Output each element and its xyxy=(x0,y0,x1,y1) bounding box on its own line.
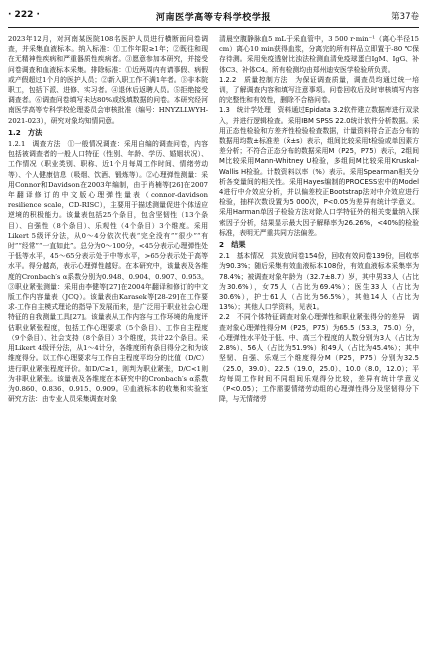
header-rule xyxy=(8,27,419,28)
journal-title: 河南医学高等专科学校学报 xyxy=(155,13,272,23)
right-column xyxy=(219,34,419,404)
left-column xyxy=(8,34,208,404)
page-header xyxy=(8,10,419,26)
page-number: · 222 · xyxy=(8,10,40,20)
section-heading: 2 结果 xyxy=(219,240,246,250)
subsection-paragraph: 2.1 基本情况 共发放问卷154份，回收有效问卷139份，回收率为90.3%；随后采集有效血液标本108份，有效血液标本采集率为78.4%；被调查对象年龄为（32.7±8.7）岁，其中男33人（占比为30.6%），女75人（占比为69.4%）；医生33人（占比为30.6%），护士61人（占比为56.5%），其他14人（占比为13%）；其他人口学资料，见表1。 xyxy=(219,252,419,312)
subsection-paragraph: 1.2.2 质量控制方法 为保证调查质量，调查员均通过统一培训，了解调查内容和填写注意事项。问卷回收后及时审核填写内容的完整性和有效性，删除不合格问卷。 xyxy=(219,75,419,105)
paragraph: 清晨空腹静脉血5 mL于采血管中，3 500 r·min⁻¹（离心半径15 cm）离心10 min获得血浆，分离完的所有样品立即置于-80 ℃保存待测。采用免疫透射比浊法检测血清免疫球蛋白IgM、IgG、补体C3、补体C4。所有检测均由郑州迪安医学检验所负责。 xyxy=(219,35,419,74)
paragraph: 2023年12月，对河南某医院108名医护人员进行横断面问卷调查，并采集血液标本。纳入标准：①工作年限≥1年；②既往和现在无精神性疾病和严重器质性疾病者。③愿意参加本研究，并接受问卷调查和血液标本采集。排除标准：①近两周内有请事假、病假或产假超过1个月的医护人员；②新入职工作不满1年者。③非本院职工，包括下派、进修、实习者。④退休后返聘人员。⑤拒绝接受调查者。⑥调查问卷填写未达80%或线填数据的问卷。本研究经河南医学高等专科学校伦理委员会审核批准（编号：HNYZLLWYH-2021-023），研究对象均知情同意。 xyxy=(8,35,208,125)
volume-label: 第37卷 xyxy=(391,12,419,22)
subsection-paragraph: 1.3 统计学处理 资料通过Epidata 3.2软件建立数据库进行双录入，并进行逻辑检查。采用IBM SPSS 22.0统计软件分析数据。采用正态性检验和方差齐性检验检查数据，计量资料符合正态分布的数据用均数±标准差（x̄±s）表示，组间比较采用t检验或单因素方差分析；不符合正态分布的数据采用M（P25，P75）表示，2组间M比较采用Mann-Whitney U检验，多组间M比较采用Kruskal-Wallis H检验。计数资料以率（%）表示。采用Spearman相关分析各变量间的相关性。采用Hayes编制的PROCESS宏中的Model 4进行中介效应分析，并以偏差校正Bootstrap法对中介效应进行检验，抽样次数设置为5 000次，P<0.05为差异有统计学意义。采用Harman单因子检验方法对除人口学特征外的相关变量纳入探索因子分析，结果显示最大因子解释率为26.26%，<40%的检验标准，表明无严重共同方法偏差。 xyxy=(219,106,419,237)
section-heading: 1.2 方法 xyxy=(8,127,43,137)
subsection-paragraph: 2.2 不同个体特征调查对象心理弹性和职业紧张得分的差异 调查对象心理弹性得分M（P25，P75）为65.5（53.3，75.0）分，心理弹性水平处于低、中、高三个程度的人数分别为3人（占比为2.8%）、56人（占比为51.9%）和49人（占比为45.4%）；其中坚韧、自强、乐观三个维度得分M（P25，P75）分别为32.5（25.0，39.0）、22.5（19.0，25.0）、10.0（8.0，12.0）；平均每周工作时间不同组间乐观得分比较，差异有统计学意义（P<0.05）；工作需要情绪劳动组的心理弹性得分及坚韧得分下降，与无情绪劳 xyxy=(219,313,419,404)
paragraph: 1.2.1 调查方法 ①一般情况调查：采用自编的调查问卷，内容包括被调查者的一般人口特征（性别、年龄、学历、婚姻状况）、工作情况（职业类别、职称、近1个月每周工作时间、情绪劳动等）、个人健康信息（吸烟、饮酒、锻炼等）。②心理弹性测量：采用Connor和Davidson在2003年编制，由于肖楠等[26]在2007年翻译修订的中文版心理弹性量表（connor-davidson resilience scale，CD-RISC），主要用于描述测量促进个体适应逆境的积极能力。该量表包括25个条目，包含坚韧性（13个条目）、自强性（8个条目）、乐观性（4个条目）3个维度。采用Likert 5级评分法，从0～4分依次代表“完全没有”“很少”“有时”“经常”“一直如此”。总分为0～100分，<45分表示心理弹性处于低等水平，45～65分表示处于中等水平，>65分表示处于高等水平。得分越高，表示心理弹性越好。在本研究中，该量表及各维度的Cronbach′s α系数分别为0.948、0.904、0.907、0.953。③职业紧张测量：采用由李健等[27]在2004年翻译和修订的中文版工作内容量表（JCQ）。该量表由Karasek等[28-29]在工作要求-工作自主模式理论的指导下发展而来，是广泛用于职业社会心理特征的自我测量工具[27]。该量表从工作内容与工作环境的角度评估职业紧张程度，包括工作心理要求（5个条目）、工作自主程度（9个条目）、社会支持（8个条目）3个维度，共计22个条目。采用Likert 4级评分法，从1～4计分，各维度所有条目得分之和为该维度得分。以工作心理要求与工作自主程度平均分的比值（D/C）进行职业紧张程度评价。如D/C≥1，则判为职业紧张，D/C<1则为非职业紧张。该量表及各维度在本研究中的Cronbach′s α系数为0.860、0.836、0.915、0.909。④血液标本的收集和实验室研究方法：由专业人员采集调查对象 xyxy=(8,140,208,404)
